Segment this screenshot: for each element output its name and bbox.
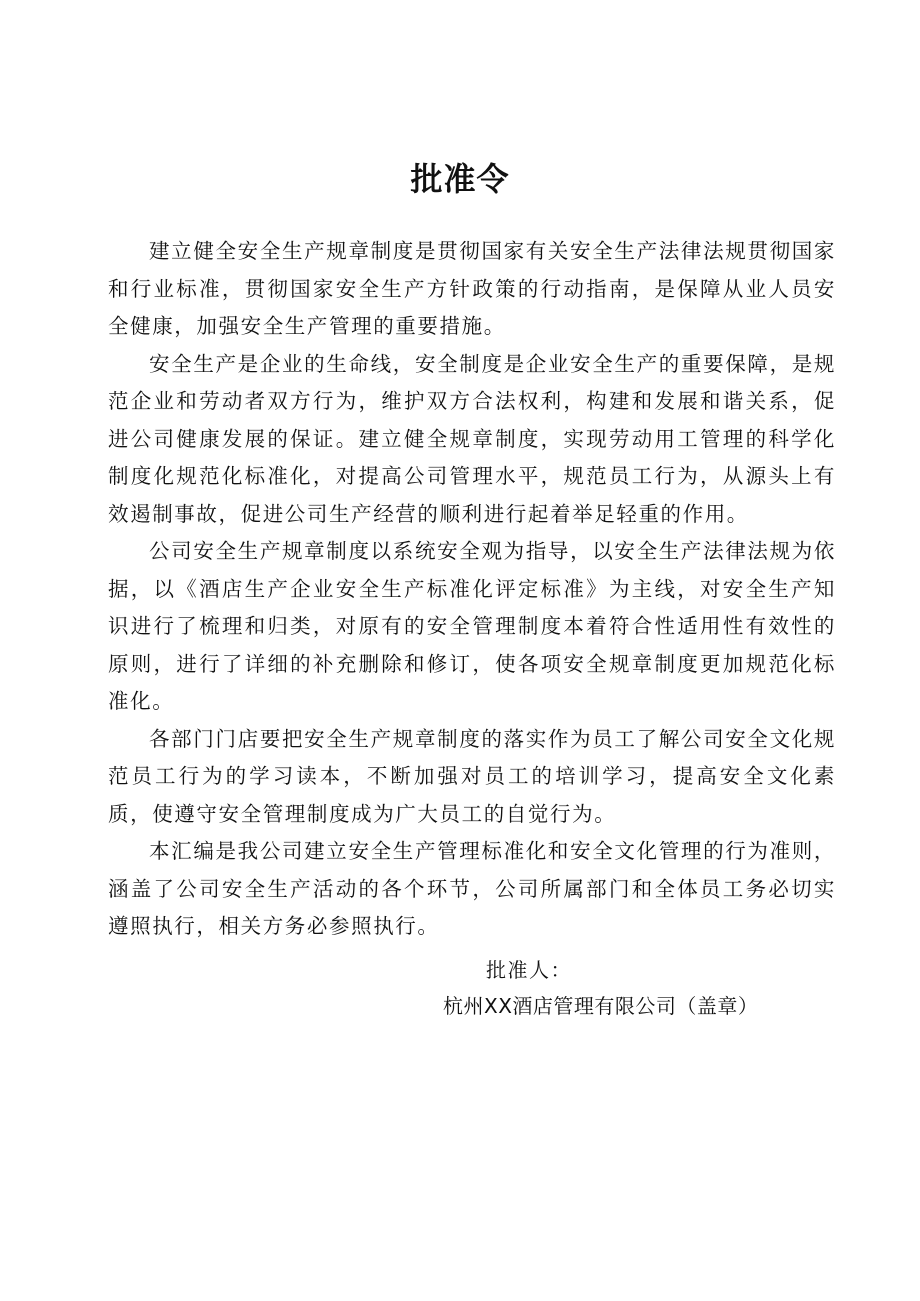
- paragraph-4: 各部门门店要把安全生产规章制度的落实作为员工了解公司安全文化规范员工行为的学习读本，不断加强对员工的培训学习，提高安全文化素质，使遵守安全管理制度成为广大员工的自觉行为。: [108, 726, 836, 826]
- paragraph-5: 本汇编是我公司建立安全生产管理标准化和安全文化管理的行为准则，涵盖了公司安全生产活动的各个环节，公司所属部门和全体员工务必切实遵照执行，相关方务必参照执行。: [108, 839, 836, 938]
- paragraph-3: 公司安全生产规章制度以系统安全观为指导，以安全生产法律法规为依据，以《酒店生产企业安全生产标准化评定标准》为主线，对安全生产知识进行了梳理和归类，对原有的安全管理制度本着符合性适用性有效性的原则，进行了详细的补充删除和修订，使各项安全规章制度更加规范化标准化。: [108, 539, 836, 713]
- document-title: 批准令: [410, 160, 510, 198]
- approver-label: 批准人：: [486, 958, 572, 982]
- company-seal-line: 杭州XX酒店管理有限公司（盖章）: [443, 994, 759, 1018]
- document-body: [108, 233, 836, 946]
- paragraph-1: 建立健全安全生产规章制度是贯彻国家有关安全生产法律法规贯彻国家和行业标准，贯彻国家安全生产方针政策的行动指南，是保障从业人员安全健康，加强安全生产管理的重要措施。: [108, 239, 836, 338]
- paragraph-2: 安全生产是企业的生命线，安全制度是企业安全生产的重要保障，是规范企业和劳动者双方行为，维护双方合法权利，构建和发展和谐关系，促进公司健康发展的保证。建立健全规章制度，实现劳动用工管理的科学化制度化规范化标准化，对提高公司管理水平，规范员工行为，从源头上有效遏制事故，促进公司生产经营的顺利进行起着举足轻重的作用。: [108, 351, 836, 526]
